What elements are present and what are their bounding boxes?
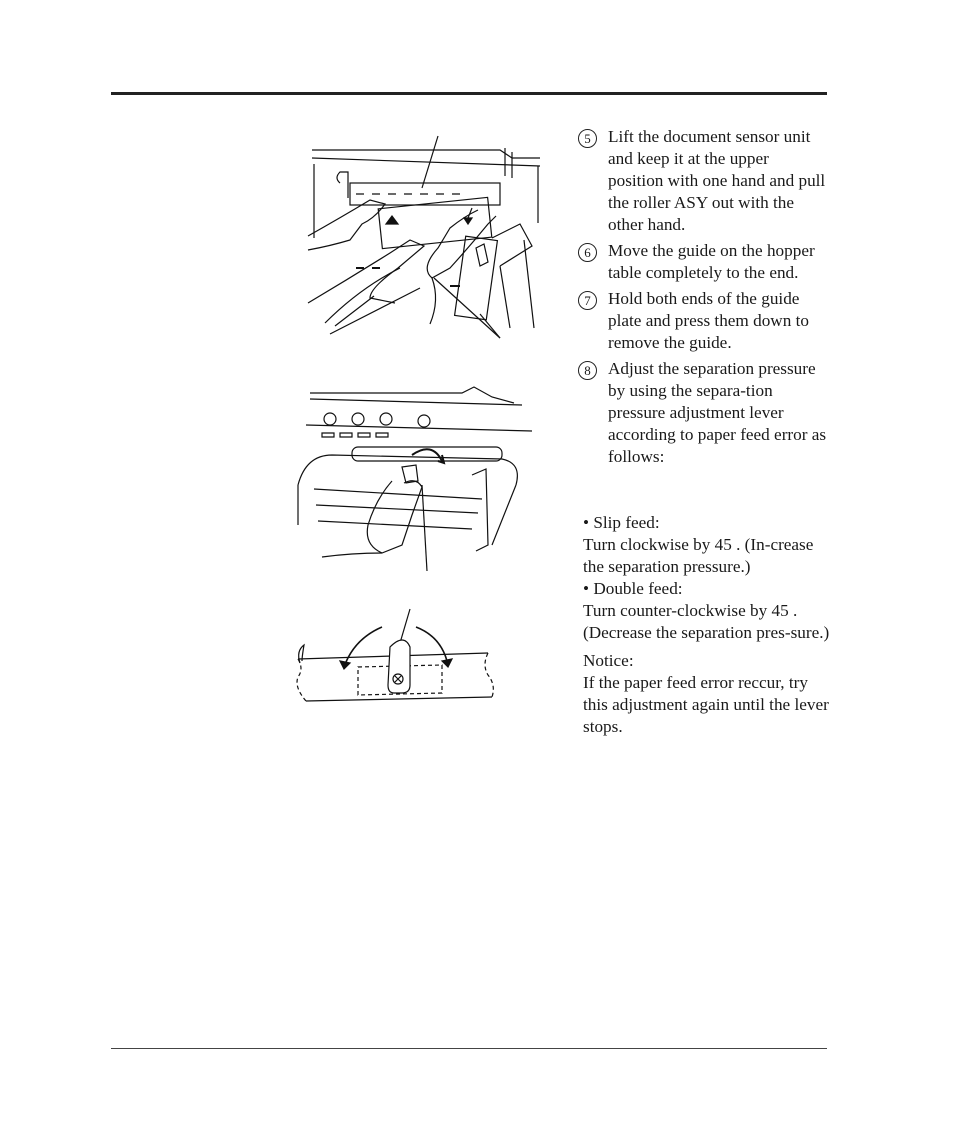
step-text: Move the guide on the hopper table completely to the end. xyxy=(608,241,815,282)
step-text: Lift the document sensor unit and keep it at the upper position with one hand and pull the roller ASY out with the other hand. xyxy=(608,127,826,234)
double-feed-text: Turn counter-clockwise by 45 . (Decrease the separation pres-sure.) xyxy=(583,601,830,642)
step-6 xyxy=(578,240,828,284)
step-text: Hold both ends of the guide plate and press them down to remove the guide. xyxy=(608,289,809,352)
notice-text: If the paper feed error reccur, try this adjustment again until the lever stops. xyxy=(583,673,829,736)
adjustment-notes xyxy=(583,512,833,738)
step-number: 7 xyxy=(578,291,597,310)
step-number: 8 xyxy=(578,361,597,380)
step-7 xyxy=(578,288,828,354)
step-5 xyxy=(578,126,828,236)
procedure-steps xyxy=(578,126,828,472)
roller-removal-illustration xyxy=(300,128,550,348)
header-rule xyxy=(111,92,827,95)
separation-lever-illustration xyxy=(292,385,532,575)
footer-rule xyxy=(111,1048,827,1049)
slip-feed-text: Turn clockwise by 45 . (In-crease the separation pressure.) xyxy=(583,535,814,576)
step-number: 5 xyxy=(578,129,597,148)
notice-label: Notice: xyxy=(583,651,634,670)
step-8 xyxy=(578,358,828,468)
double-feed-label: • Double feed: xyxy=(583,579,683,598)
slip-feed-label: • Slip feed: xyxy=(583,513,660,532)
lever-rotation-diagram xyxy=(292,605,502,715)
step-number: 6 xyxy=(578,243,597,262)
step-text: Adjust the separation pressure by using the separa-tion pressure adjustment lever according to paper feed error as follows: xyxy=(608,359,827,466)
